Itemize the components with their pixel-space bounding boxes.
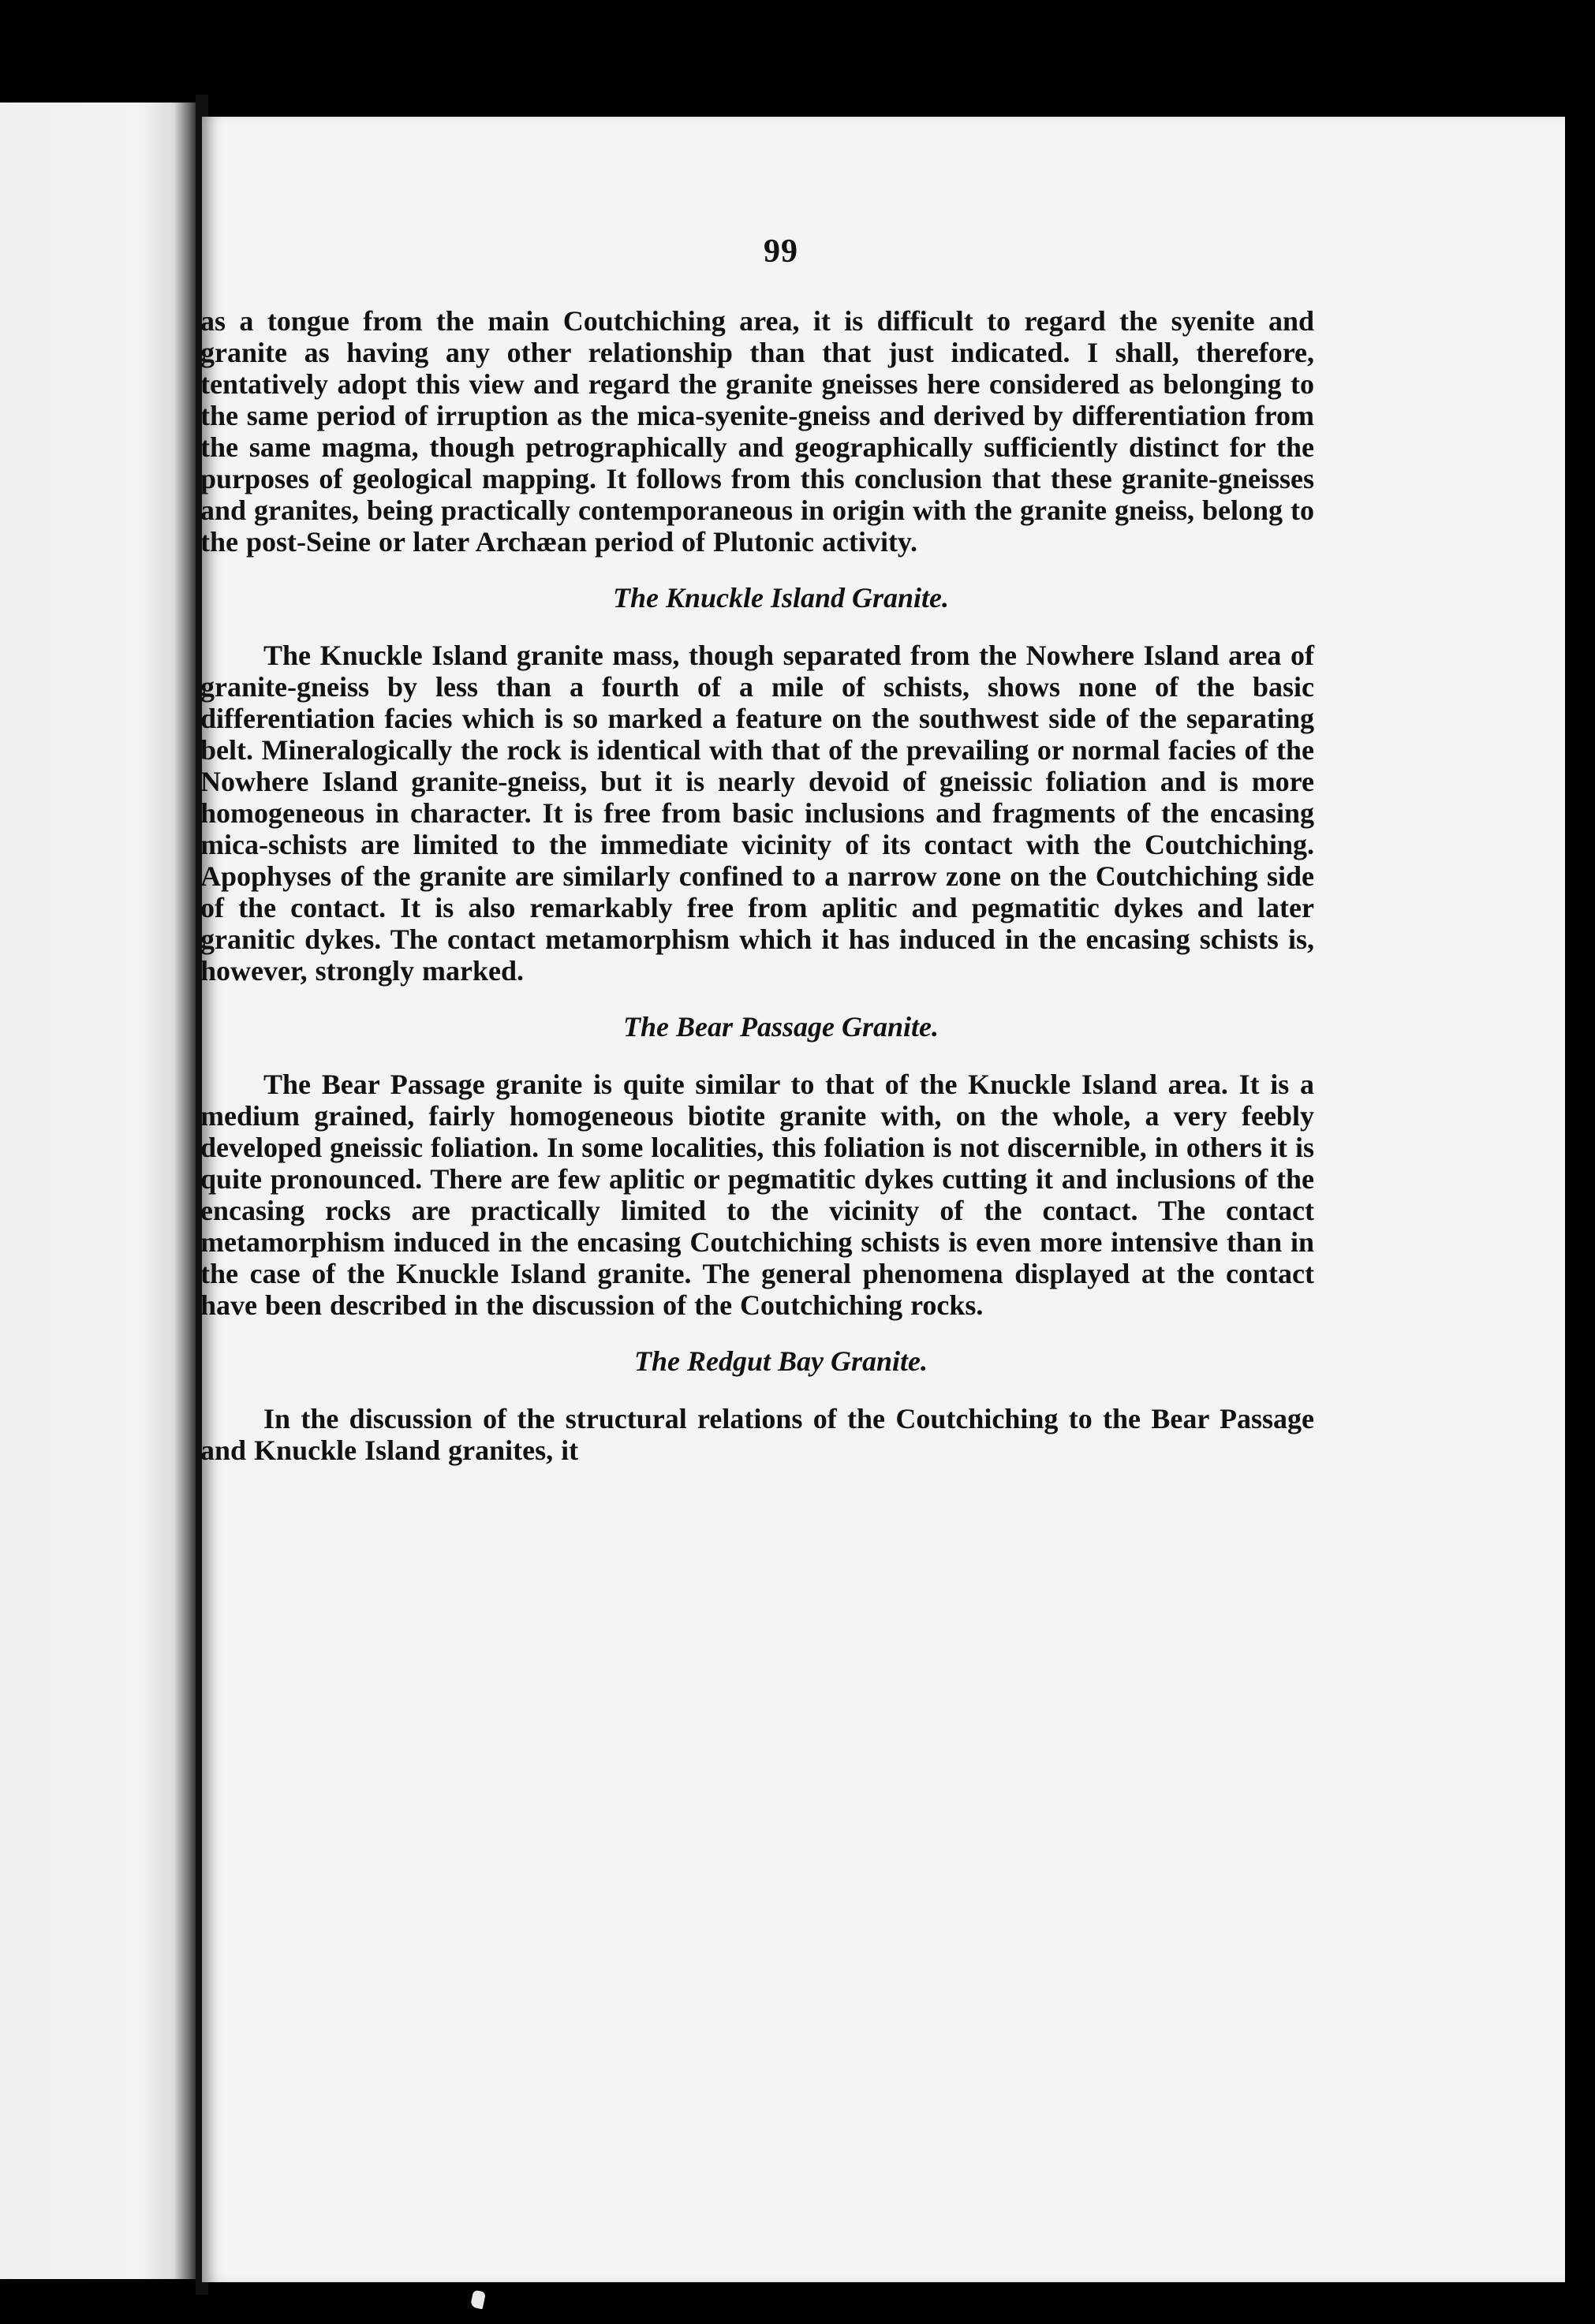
- facing-page-edge: [0, 103, 197, 2279]
- section-paragraph-knuckle-island: The Knuckle Island granite mass, though separated from the Nowhere Island area of granite-gneiss by less than a fourth of a mile of schists, shows none of the basic differentiation facies which is so marked a feature on the southwest side of the separating belt. Mineralogically the rock is identical with that of the prevailing or normal facies of the Nowhere Island granite-gneiss, but it is nearly devoid of gneissic foliation and is more homogeneous in character. It is free from basic inclusions and fragments of the encasing mica-schists are limited to the immediate vicinity of its contact with the Coutchiching. Apophyses of the granite are similarly confined to a narrow zone on the Coutchiching side of the contact. It is also remarkably free from aplitic and pegmatitic dykes and later granitic dykes. The contact metamorphism which it has induced in the encasing schists is, however, strongly marked.: [200, 640, 1314, 987]
- page-text-block: [200, 233, 1314, 1466]
- section-heading-redgut-bay: The Redgut Bay Granite.: [633, 1345, 928, 1377]
- page-number: 99: [764, 233, 798, 270]
- section-heading-knuckle-island: The Knuckle Island Granite.: [612, 582, 950, 614]
- opening-paragraph: as a tongue from the main Coutchiching area, it is difficult to regard the syenite and granite as having any other relationship than that just indicated. I shall, therefore, tentatively adopt this view and regard the granite gneisses here considered as belonging to the same period of irruption as the mica-syenite-gneiss and derived by differentiation from the same magma, though petrographically and geographically sufficiently distinct for the purposes of geological mapping. It follows from this conclusion that these granite-gneisses and granites, being practically contemporaneous in origin with the granite gneiss, belong to the post-Seine or later Archæan period of Plutonic activity.: [200, 305, 1315, 558]
- scan-artifact-mark: [470, 2290, 486, 2310]
- section-paragraph-redgut-bay: In the discussion of the structural relations of the Coutchiching to the Bear Passage and Knuckle Island granites, it: [200, 1403, 1314, 1466]
- section-paragraph-bear-passage: The Bear Passage granite is quite similar to that of the Knuckle Island area. It is a medium grained, fairly homogeneous biotite granite with, on the whole, a very feebly developed gneissic foliation. In some localities, this foliation is not discernible, in others it is quite pronounced. There are few aplitic or pegmatitic dykes cutting it and inclusions of the encasing rocks are practically limited to the vicinity of the contact. The contact metamorphism induced in the encasing Coutchiching schists is even more intensive than in the case of the Knuckle Island granite. The general phenomena displayed at the contact have been described in the discussion of the Coutchiching rocks.: [200, 1069, 1314, 1321]
- section-heading-bear-passage: The Bear Passage Granite.: [623, 1011, 939, 1043]
